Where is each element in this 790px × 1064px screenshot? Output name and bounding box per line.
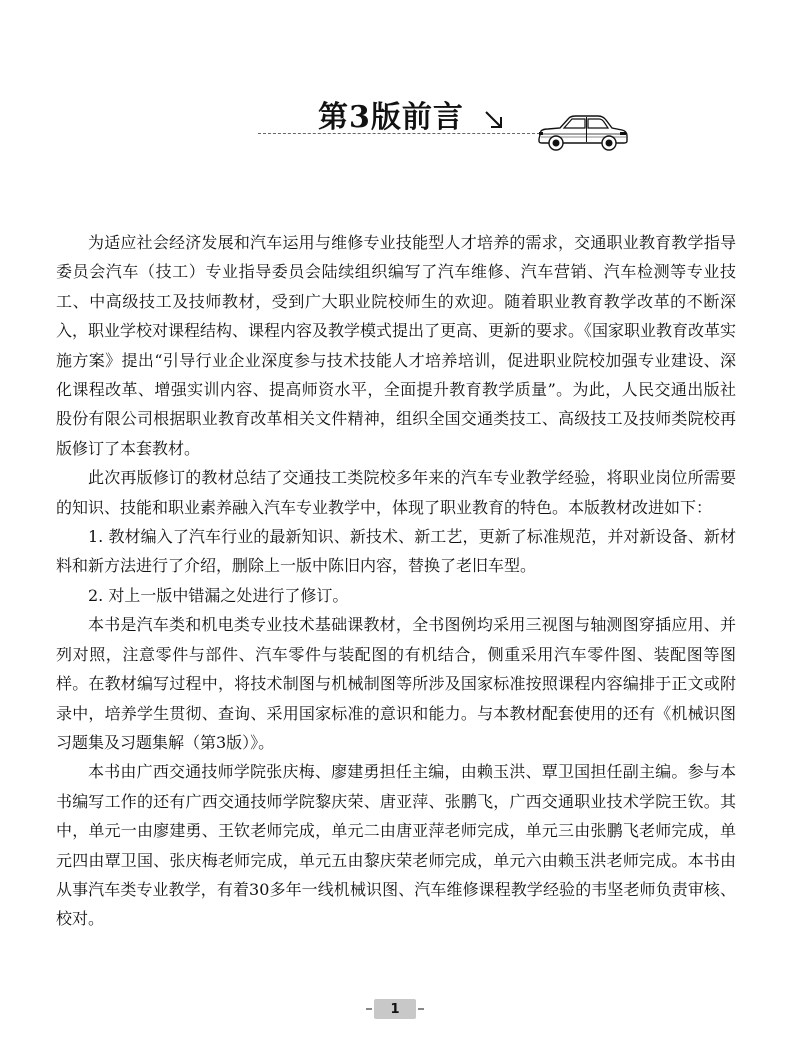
page-header [0,0,790,160]
arrow-down-right-icon [482,108,506,132]
paragraph-revision-summary: 此次再版修订的教材总结了交通技工类院校多年来的汽车专业教学经验，将职业岗位所需要的知识、技能和职业素养融入汽车专业教学中，体现了职业教育的特色。本版教材改进如下： [56,468,736,517]
page-title: 第3版前言 [318,100,464,135]
paragraph-improvement-2: 2. 对上一版中错漏之处进行了修订。 [88,585,349,605]
title-divider [258,133,540,134]
car-icon [536,112,630,152]
page-number: 1 [374,999,416,1019]
paragraph-intro: 为适应社会经济发展和汽车运用与维修专业技能型人才培养的需求，交通职业教育教学指导委员会汽车（技工）专业指导委员会陆续组织编写了汽车维修、汽车营销、汽车检测等专业技工、中高级技工及技师教材，受到广大职业院校师生的欢迎。随着职业教育教学改革的不断深入，职业学校对课程结构、课程内容及教学模式提出了更高、更新的要求。《国家职业教育改革实施方案》提出“引导行业企业深度参与技术技能人才培养培训，促进职业院校加强专业建设、深化课程改革、增强实训内容、提高师资水平，全面提升教育教学质量”。为此，人民交通出版社股份有限公司根据职业教育改革相关文件精神，组织全国交通类技工、高级技工及技师类院校再版修订了本套教材。 [56,233,737,458]
paragraph-book-description: 本书是汽车类和机电类专业技术基础课教材，全书图例均采用三视图与轴测图穿插应用、并列对照，注意零件与部件、汽车零件与装配图的有机结合，侧重采用汽车零件图、装配图等图样。在教材编写过程中，将技术制图与机械制图等所涉及国家标准按照课程内容编排于正文或附录中，培养学生贯彻、查询、采用国家标准的意识和能力。与本教材配套使用的还有《机械识图习题集及习题集解（第3版）》。 [56,615,736,752]
paragraph-authors: 本书由广西交通技师学院张庆梅、廖建勇担任主编，由赖玉洪、覃卫国担任副主编。参与本书编写工作的还有广西交通技师学院黎庆荣、唐亚萍、张鹏飞，广西交通职业技术学院王钦。其中，单元一由廖建勇、王钦老师完成，单元二由唐亚萍老师完成，单元三由张鹏飞老师完成，单元四由覃卫国、张庆梅老师完成，单元五由黎庆荣老师完成，单元六由赖玉洪老师完成。本书由从事汽车类专业教学，有着30多年一线机械识图、汽车维修课程教学经验的韦坚老师负责审核、校对。 [56,762,736,929]
preface-body [56,228,736,934]
paragraph-improvement-1: 1. 教材编入了汽车行业的最新知识、新技术、新工艺，更新了标准规范，并对新设备、新材料和新方法进行了介绍，删除上一版中陈旧内容，替换了老旧车型。 [56,527,736,576]
